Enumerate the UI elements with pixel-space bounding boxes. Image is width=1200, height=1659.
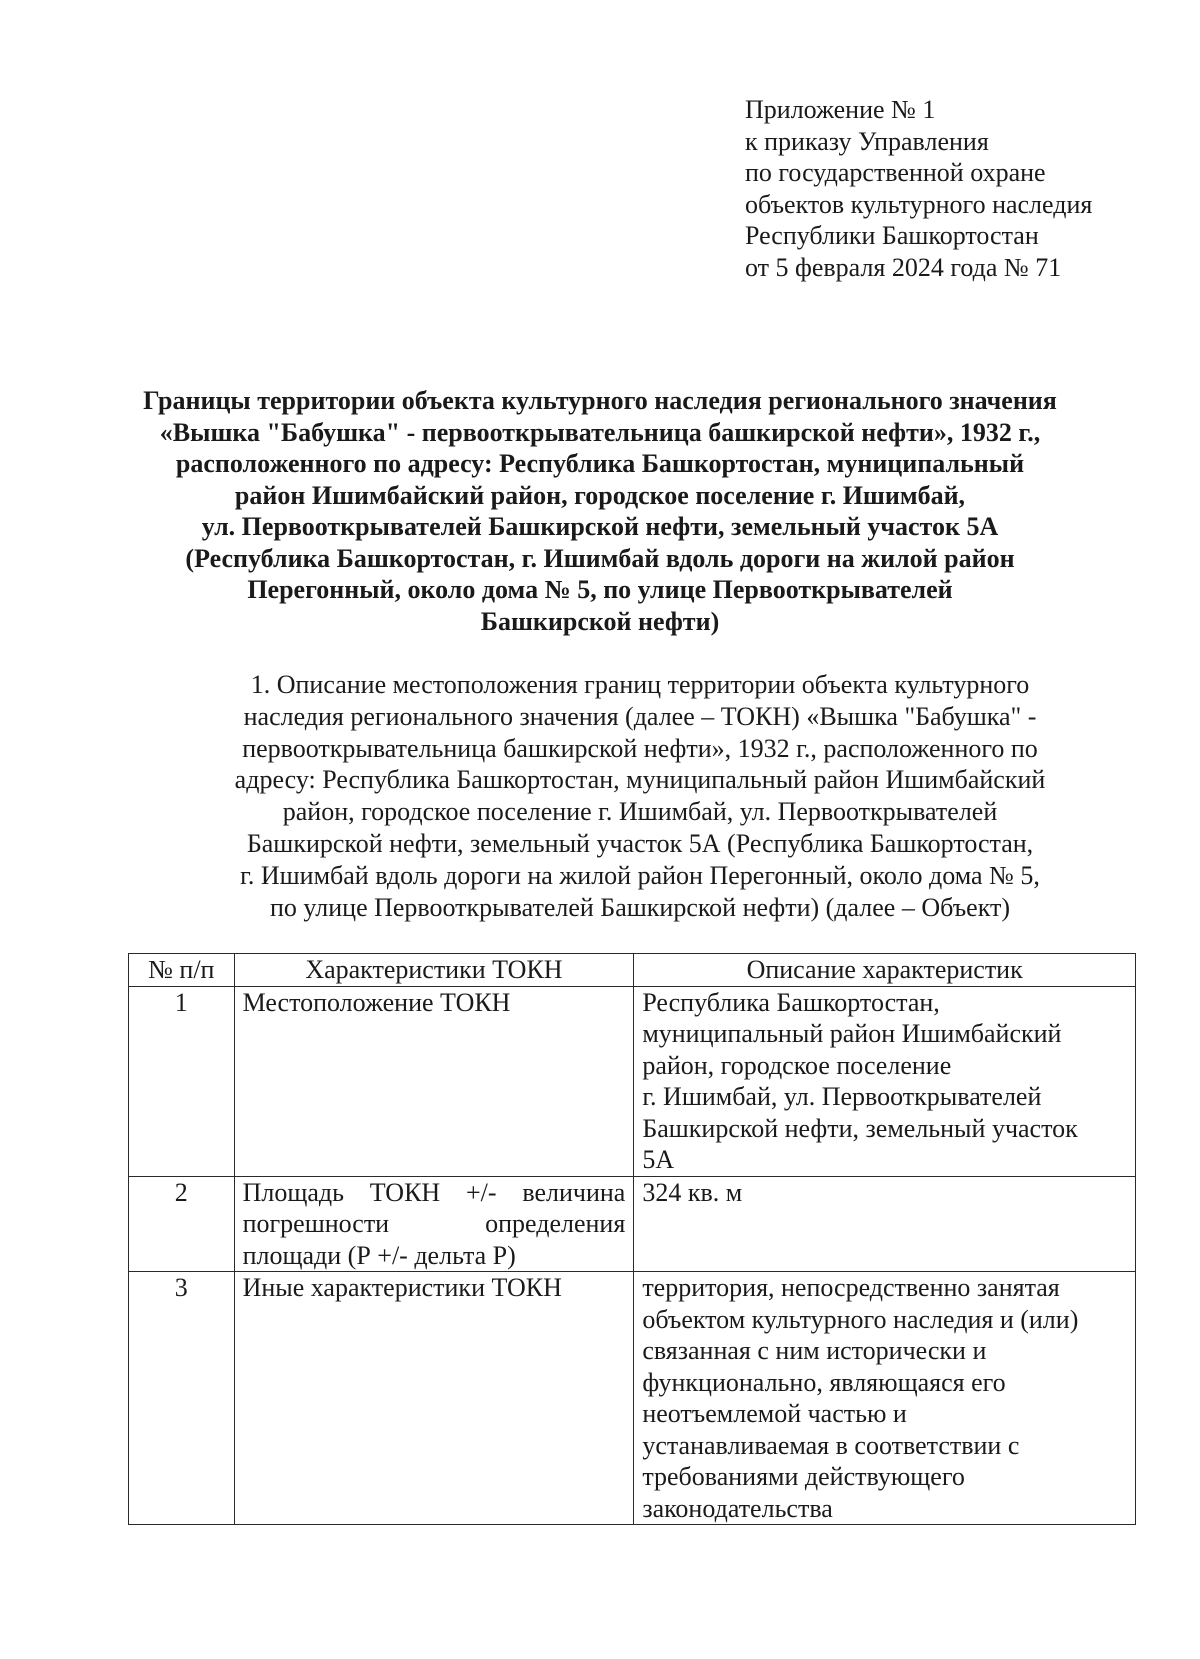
- row-number: 3: [129, 1272, 235, 1525]
- title-line: (Республика Башкортостан, г. Ишимбай вдоль дороги на жилой район: [185, 543, 1015, 573]
- description-line: 324 кв. м: [642, 1177, 743, 1207]
- title-line: Границы территории объекта культурного наследия регионального значения: [143, 386, 1057, 415]
- section-line: район, городское поселение г. Ишимбай, ул. Первооткрывателей: [282, 797, 998, 827]
- title-line: Перегонный, около дома № 5, по улице Первооткрывателей: [247, 575, 953, 604]
- approval-line: по государственной охране: [745, 158, 1046, 187]
- row-characteristic: Местоположение ТОКН: [234, 986, 634, 1176]
- section-line: первооткрывательница башкирской нефти», 1932 г., расположенного по: [242, 733, 1038, 763]
- section-heading: [140, 669, 1140, 923]
- approval-block: [745, 94, 1092, 283]
- row-characteristic: Иные характеристики ТОКН: [234, 1272, 634, 1525]
- title-line: «Вышка "Бабушка" - первооткрывательница башкирской нефти», 1932 г.,: [159, 417, 1041, 447]
- characteristics-table: [128, 953, 1136, 1525]
- section-line: по улице Первооткрывателей Башкирской нефти) (далее – Объект): [270, 892, 1010, 922]
- row-description: [634, 1272, 1136, 1525]
- title-line: расположенного по адресу: Республика Башкортостан, муниципальный: [175, 449, 1025, 478]
- description-line: район, городское поселение: [642, 1050, 952, 1080]
- section-line: адресу: Республика Башкортостан, муниципальный район Ишимбайский: [234, 765, 1046, 795]
- description-line: г. Ишимбай, ул. Первооткрывателей: [642, 1082, 1042, 1111]
- description-line: Башкирской нефти, земельный участок: [642, 1113, 1078, 1143]
- table-row: [129, 1176, 1136, 1272]
- approval-line: к приказу Управления: [745, 126, 989, 156]
- approval-line: Приложение № 1: [745, 95, 936, 124]
- description-line: связанная с ним исторически и: [642, 1336, 987, 1365]
- row-number: 1: [129, 986, 235, 1176]
- title-line: ул. Первооткрывателей Башкирской нефти, земельный участок 5А: [201, 512, 999, 541]
- section-line: Башкирской нефти, земельный участок 5А (Республика Башкортостан,: [246, 828, 1034, 858]
- title-line: район Ишимбайский район, городское поселение г. Ишимбай,: [234, 480, 966, 510]
- section-line: г. Ишимбай вдоль дороги на жилой район Перегонный, около дома № 5,: [240, 860, 1040, 890]
- row-characteristic: Площадь ТОКН +/- величина погрешности определения площади (Р +/- дельта Р): [234, 1176, 634, 1272]
- section-line: 1. Описание местоположения границ территории объекта культурного: [250, 670, 1030, 699]
- description-line: 5А: [642, 1145, 675, 1174]
- document-title: [80, 385, 1120, 637]
- description-line: функционально, являющаяся его: [642, 1367, 1006, 1397]
- description-line: муниципальный район Ишимбайский: [642, 1019, 1062, 1048]
- description-line: неотъемлемой частью и: [642, 1399, 907, 1428]
- row-description: [634, 1176, 1136, 1272]
- description-line: устанавливаемая в соответствии с: [642, 1430, 1020, 1460]
- table-header-row: [129, 954, 1136, 987]
- row-number: 2: [129, 1176, 235, 1272]
- approval-line: от 5 февраля 2024 года № 71: [745, 252, 1062, 282]
- description-line: требованиями действующего: [642, 1462, 965, 1491]
- header-description: Описание характеристик: [634, 954, 1136, 987]
- description-line: законодательства: [642, 1493, 833, 1523]
- table-row: [129, 1272, 1136, 1525]
- description-line: объектом культурного наследия и (или): [642, 1304, 1079, 1334]
- approval-line: Республики Башкортостан: [745, 221, 1039, 250]
- section-line: наследия регионального значения (далее – ТОКН) «Вышка "Бабушка" -: [243, 701, 1037, 731]
- header-number: № п/п: [129, 954, 235, 987]
- row-description: [634, 986, 1136, 1176]
- title-line: Башкирской нефти): [480, 606, 720, 636]
- approval-line: объектов культурного наследия: [745, 189, 1093, 219]
- header-characteristics: Характеристики ТОКН: [234, 954, 634, 987]
- description-line: Республика Башкортостан,: [642, 987, 940, 1017]
- table-row: [129, 986, 1136, 1176]
- description-line: территория, непосредственно занятая: [642, 1273, 1060, 1302]
